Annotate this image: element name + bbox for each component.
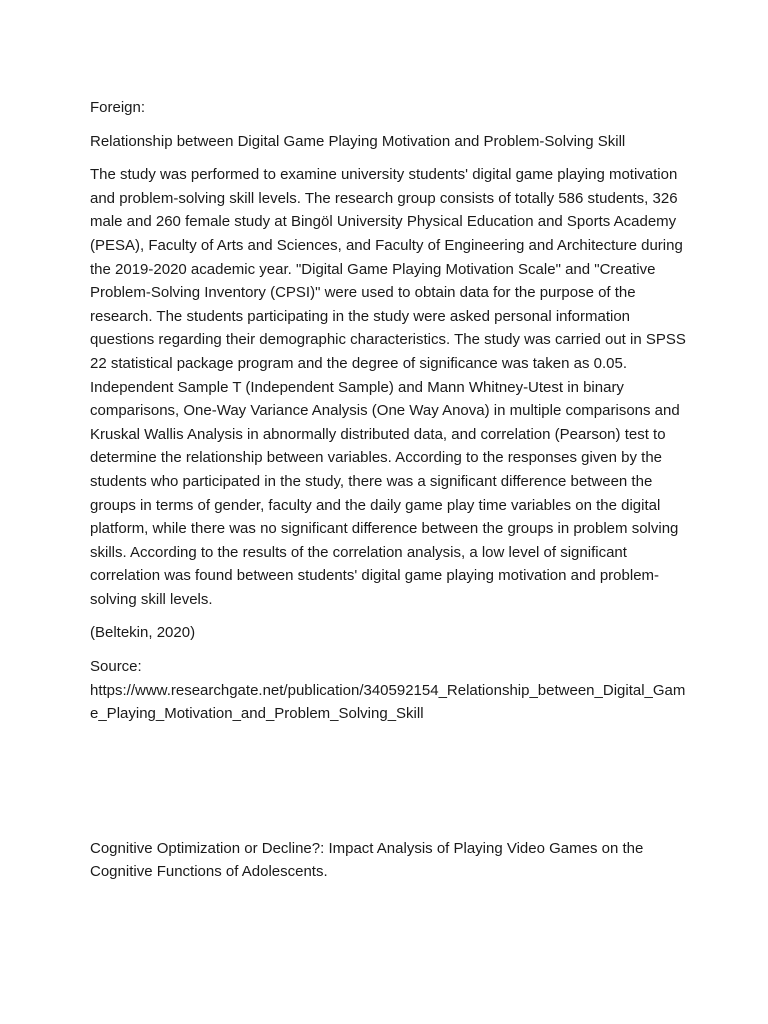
article-title: Relationship between Digital Game Playing Motivation and Problem-Solving Skill xyxy=(90,132,626,150)
abstract-paragraph: The study was performed to examine university students' digital game playing motivation and problem-solving skill levels. The research group consists of totally 586 students, 326 male and 260 female study at Bingöl University Physical Education and Sports Academy (PESA), Faculty of Arts and Sciences, and Faculty of Engineering and Architecture during the 2019-2020 academic year. "Digital Game Playing Motivation Scale" and "Creative Problem-Solving Inventory (CPSI)" were used to obtain data for the purpose of the research. The students participating in the study were asked personal information questions regarding their demographic characteristics. The study was carried out in SPSS 22 statistical package program and the degree of significance was taken as 0.05. Independent Sample T (Independent Sample) and Mann Whitney-Utest in binary comparisons, One-Way Variance Analysis (One Way Anova) in multiple comparisons and Kruskal Wallis Analysis in abnormally distributed data, and correlation (Pearson) test to determine the relationship between variables. According to the responses given by the students who participated in the study, there was a significant difference between the groups in terms of gender, faculty and the daily game play time variables on the digital platform, while there was no significant difference between the groups in problem solving skills. According to the results of the correlation analysis, a low level of significant correlation was found between students' digital game playing motivation and problem-solving skill levels. xyxy=(90,166,686,608)
source-label: Source: xyxy=(90,658,142,676)
document-body xyxy=(90,96,690,894)
source-block xyxy=(90,655,690,726)
citation: (Beltekin, 2020) xyxy=(90,624,196,642)
source-url: https://www.researchgate.net/publication/340592154_Relationship_between_Digital_Game_Playing_Motivation_and_Problem_Solving_Skill xyxy=(90,681,686,723)
section-label: Foreign: xyxy=(90,99,146,116)
next-article-title: Cognitive Optimization or Decline?: Impact Analysis of Playing Video Games on the Cognitive Functions of Adolescents. xyxy=(90,839,644,881)
blank-space xyxy=(90,736,690,837)
